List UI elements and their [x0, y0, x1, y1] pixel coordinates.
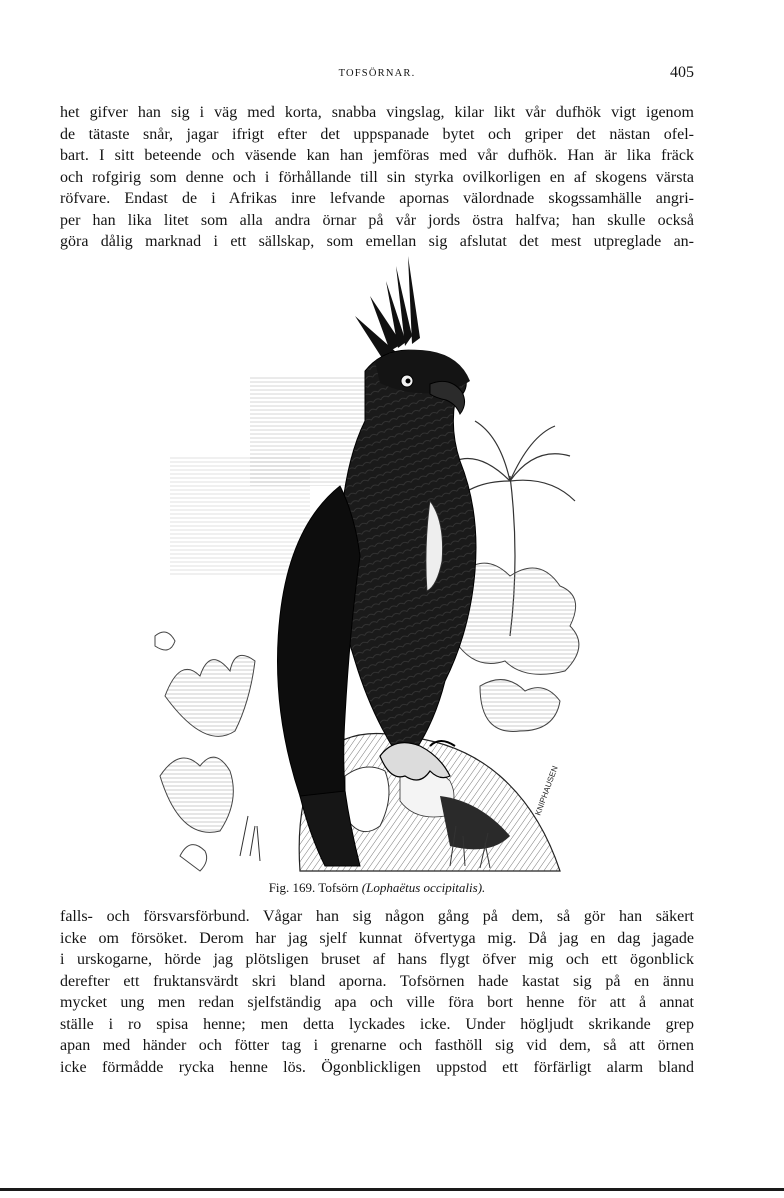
text-line: icke om försöket. Derom har jag sjelf kunnat öfvertyga mig. Då jag en dag jagade — [60, 929, 694, 947]
text-line: het gifver han sig i väg med korta, snabba vingslag, kilar likt vår dufhök vigt igenom — [60, 104, 694, 121]
engraver-signature: KNIPHAUSEN — [533, 764, 560, 817]
text-line: falls- och försvarsförbund. Vågar han sig någon gång på dem, så gör han säkert — [60, 908, 694, 925]
eagle-crest — [355, 256, 420, 358]
text-line: göra dålig marknad i ett sällskap, som emellan sig afslutat det mest utpreglade an- — [60, 233, 694, 250]
text-line: icke förmådde rycka henne lös. Ögonblickligen uppstod ett förfärligt alarm bland — [60, 1058, 694, 1076]
eagle-illustration — [150, 256, 600, 876]
caption-latin-name: (Lophaëtus occipitalis). — [361, 880, 486, 895]
paragraph-top — [60, 102, 694, 253]
text-line: bart. I sitt beteende och väsende kan han jemföras med vår dufhök. Han är lika fräck — [60, 147, 694, 164]
text-line: och rofgirig som denne och i förhållande till sin styrka ovilkorligen en af skogens värsta — [60, 168, 694, 186]
page-bottom-rule — [0, 1188, 784, 1191]
text-line: mycket ung men redan sjelfständig apa och ville föra bort henne för att å annat — [60, 994, 694, 1011]
text-line: apan med händer och fötter tag i grenarne och fasthöll sig vid dem, så att örnen — [60, 1037, 694, 1054]
running-title: TOFSÖRNAR. — [338, 68, 416, 79]
caption-prefix: Fig. 169. Tofsörn — [268, 880, 359, 895]
page-number: 405 — [670, 64, 694, 81]
text-line: i urskogarne, hörde jag plötsligen bruset af hans flygt öfver mig och ett ögonblick — [60, 951, 694, 968]
text-line: per han lika litet som alla andra örnar på vår jords östra halfva; han skulle också — [60, 211, 694, 229]
page-header — [60, 62, 694, 90]
text-line: derefter ett fruktansvärdt skri bland aporna. Tofsörnen hade kastat sig på en ännu — [60, 972, 694, 990]
text-line: röfvare. Endast de i Afrikas inre lefvande apornas välordnade skogssamhälle angri- — [60, 190, 694, 207]
figure-caption — [60, 880, 694, 896]
text-line: de tätaste snår, jagar ifrigt efter det uppspanade bytet och griper det nästan ofel- — [60, 125, 694, 143]
paragraph-bottom — [60, 906, 694, 1078]
text-line: ställe i ro spisa henne; men detta lyckades icke. Under högljudt skrikande grep — [60, 1015, 694, 1033]
foliage-left — [155, 632, 255, 871]
